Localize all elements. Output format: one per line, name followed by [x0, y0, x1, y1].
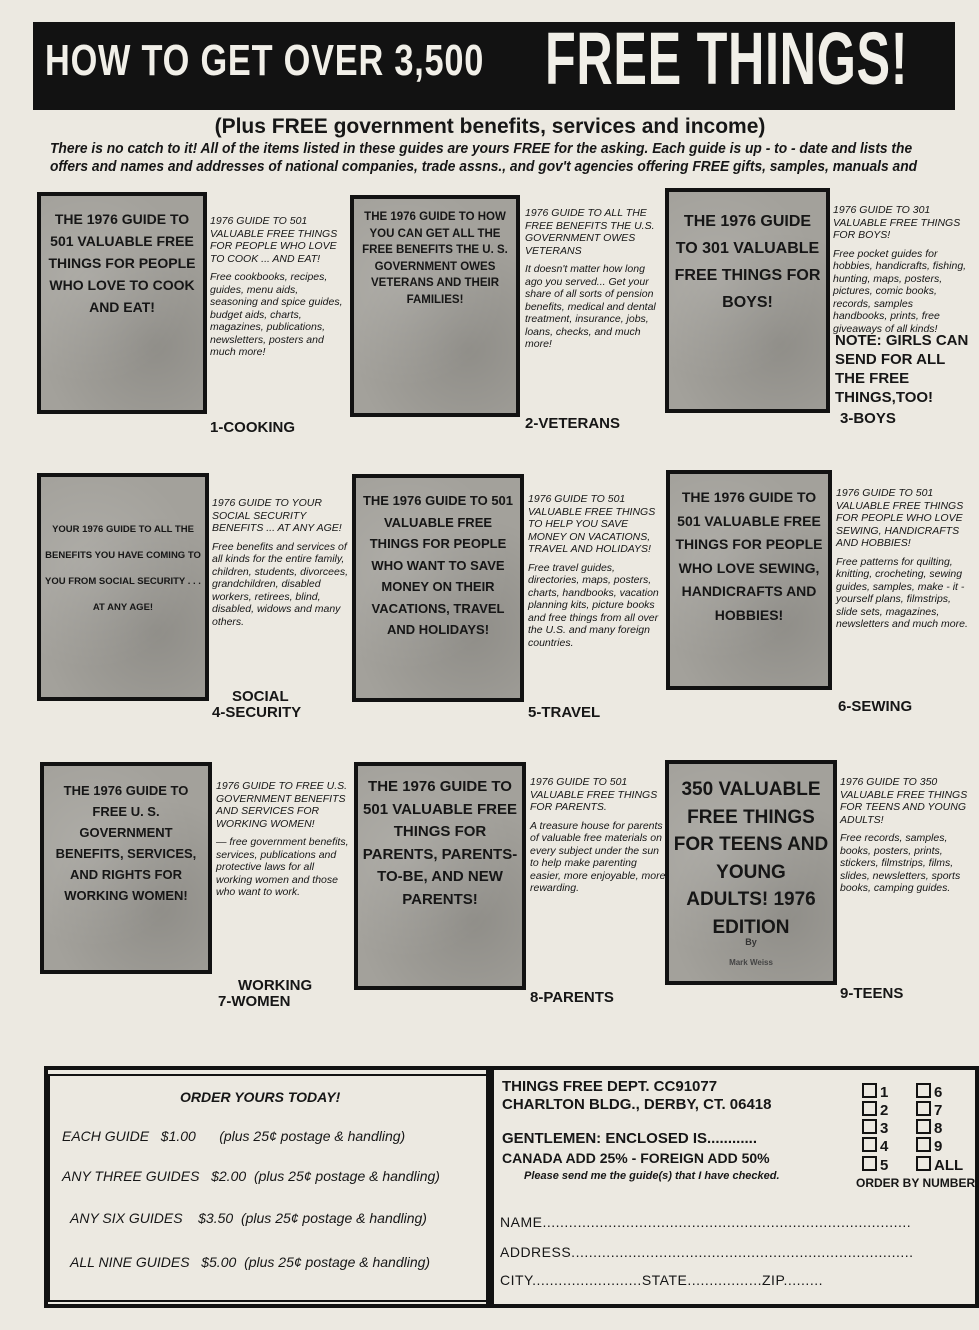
guide-description-boys [833, 204, 969, 335]
checkbox-square[interactable] [916, 1119, 931, 1134]
zip-label[interactable]: ZIP......... [762, 1272, 823, 1288]
checkbox-square[interactable] [916, 1101, 931, 1116]
description-body: A treasure house for parents of valuable free materials on every subject under the sun to help make parenting easier, more enjoyable, more rewarding. [530, 819, 666, 894]
description-body: Free cookbooks, recipes, guides, menu aids, seasoning and spice guides, budget aids, charts, magazines, publications, newsletters, posters and much more! [210, 271, 343, 358]
order-heading: ORDER YOURS TODAY! [180, 1089, 341, 1105]
guide-cover-travel [352, 474, 524, 702]
headline-big: FREE THINGS! [545, 17, 909, 100]
guide-cover-sewing [666, 470, 832, 690]
checkbox-square[interactable] [862, 1156, 877, 1171]
guide-description-cooking [210, 215, 347, 359]
guide-description-women [216, 780, 353, 899]
cover-author: Mark Weiss [729, 958, 773, 967]
city-label[interactable]: CITY......................... [500, 1272, 642, 1288]
order-checkbox-8[interactable] [916, 1119, 942, 1137]
checkbox-square[interactable] [916, 1156, 931, 1171]
guide-label-cooking: 1-COOKING [210, 419, 296, 436]
checkbox-label: 6 [934, 1084, 943, 1101]
guide-label-social-top: SOCIAL [232, 688, 289, 705]
cover-title: THE 1976 GUIDE TO 501 VALUABLE FREE THINGS FOR PEOPLE WHO LOVE TO COOK AND EAT! [48, 211, 196, 315]
guide-label-women-top: WORKING [238, 977, 313, 994]
price-line-each [62, 1128, 405, 1144]
name-field[interactable]: NAME.................................................................................... [500, 1214, 912, 1230]
enclosed-amount: GENTLEMEN: ENCLOSED IS............ [502, 1130, 758, 1147]
description-heading: 1976 GUIDE TO 501 VALUABLE FREE THINGS FOR PARENTS. [530, 776, 658, 813]
description-heading: 1976 GUIDE TO 350 VALUABLE FREE THINGS FOR TEENS AND YOUNG ADULTS! [840, 776, 968, 826]
price-postage: (plus 25¢ postage & handling) [244, 1254, 431, 1270]
guide-label-parents: 8-PARENTS [530, 989, 614, 1006]
guide-label-social-security: 4-SECURITY [212, 704, 302, 721]
price-amount: $3.50 [198, 1210, 234, 1226]
guide-label-sewing: 6-SEWING [838, 698, 913, 715]
order-checkbox-9[interactable] [916, 1137, 942, 1155]
guide-description-travel [528, 493, 666, 649]
guide-description-sewing [836, 487, 972, 631]
intro-line-2: offers and names and addresses of national companies, trade assns., and gov't agencies offering FREE gifts, samples, manuals and [50, 158, 918, 175]
description-body: Free benefits and services of all kinds for the entire family, children, students, divorcees, grandchildren, disabled workers, retirees, blind, disabled, widows and many others. [212, 540, 348, 628]
order-checkbox-7[interactable] [916, 1101, 942, 1119]
guide-description-teens [840, 776, 976, 895]
cover-title: THE 1976 GUIDE TO 501 VALUABLE FREE THINGS FOR PARENTS, PARENTS-TO-BE, AND NEW PARENTS! [362, 778, 518, 908]
guide-description-parents [530, 776, 668, 895]
checkbox-square[interactable] [862, 1137, 877, 1152]
headline-small: HOW TO GET OVER 3,500 [45, 36, 485, 85]
guide-cover-cooking [37, 192, 207, 414]
description-body: Free records, samples, books, posters, prints, stickers, filmstrips, films, slides, newsletters, sports books, camping guides. [840, 832, 961, 894]
guide-description-veterans [525, 207, 663, 351]
description-heading: 1976 GUIDE TO 501 VALUABLE FREE THINGS FOR PEOPLE WHO LOVE TO COOK ... AND EAT! [210, 215, 338, 265]
guide-label-women: 7-WOMEN [218, 993, 291, 1010]
guide-cover-parents [354, 762, 526, 990]
description-body: Free travel guides, directories, maps, posters, charts, handbooks, vacation planning kits, picture books and free things from all over the U.S. and many foreign countries. [528, 561, 659, 649]
address-line-1: THINGS FREE DEPT. CC91077 [502, 1078, 718, 1095]
cover-title: YOUR 1976 GUIDE TO ALL THE BENEFITS YOU HAVE COMING TO YOU FROM SOCIAL SECURITY . . . AT ANY AGE! [45, 524, 201, 613]
guide-label-teens: 9-TEENS [840, 985, 904, 1002]
price-item: EACH GUIDE [62, 1128, 150, 1144]
guide-cover-social-security [37, 473, 209, 701]
intro-text [50, 140, 918, 176]
description-body: Free pocket guides for hobbies, handicrafts, fishing, hunting, maps, posters, pictures, comic books, records, samples handbooks, prints, free giveaways of all kinds! [833, 247, 967, 335]
canada-foreign-note: CANADA ADD 25% - FOREIGN ADD 50% [502, 1150, 770, 1166]
checkbox-square[interactable] [862, 1119, 877, 1134]
checkbox-label: 2 [880, 1102, 889, 1119]
order-checkbox-3[interactable] [862, 1119, 888, 1137]
cover-byline: By [745, 937, 757, 947]
checkbox-label: 4 [880, 1138, 889, 1155]
price-amount: $2.00 [211, 1168, 247, 1184]
order-checkbox-4[interactable] [862, 1137, 888, 1155]
description-heading: 1976 GUIDE TO YOUR SOCIAL SECURITY BENEFITS ... AT ANY AGE! [212, 497, 342, 534]
description-heading: 1976 GUIDE TO 501 VALUABLE FREE THINGS TO HELP YOU SAVE MONEY ON VACATIONS, TRAVEL AND HOLIDAYS! [528, 493, 656, 555]
guide-cover-boys [665, 188, 830, 413]
order-checkbox-1[interactable] [862, 1083, 888, 1101]
checkbox-square[interactable] [916, 1083, 931, 1098]
checkbox-label: 7 [934, 1102, 943, 1119]
checkbox-square[interactable] [916, 1137, 931, 1152]
price-line-three [62, 1168, 440, 1184]
checkbox-square[interactable] [862, 1101, 877, 1116]
guide-label-veterans: 2-VETERANS [525, 415, 621, 432]
guide-cover-teens [665, 760, 837, 985]
order-checkbox-2[interactable] [862, 1101, 888, 1119]
cover-title: THE 1976 GUIDE TO HOW YOU CAN GET ALL THE FREE BENEFITS THE U. S. GOVERNMENT OWES VETERANS AND THEIR FAMILIES! [362, 211, 508, 306]
order-by-number: ORDER BY NUMBER [856, 1176, 976, 1190]
guide-label-boys: 3-BOYS [840, 410, 896, 427]
description-heading: 1976 GUIDE TO ALL THE FREE BENEFITS THE U.S. GOVERNMENT OWES VETERANS [525, 207, 655, 257]
checkbox-label: 5 [880, 1157, 889, 1174]
girls-note: NOTE: GIRLS CAN SEND FOR ALL THE FREE THINGS,TOO! [835, 332, 969, 406]
cover-title: THE 1976 GUIDE TO 501 VALUABLE FREE THINGS FOR PEOPLE WHO WANT TO SAVE MONEY ON THEIR VACATIONS, TRAVEL AND HOLIDAYS! [362, 493, 514, 637]
description-heading: 1976 GUIDE TO 501 VALUABLE FREE THINGS FOR PEOPLE WHO LOVE SEWING, HANDICRAFTS AND HOBBIES! [836, 487, 964, 549]
checkbox-label: 9 [934, 1138, 943, 1155]
cover-title: THE 1976 GUIDE TO 301 VALUABLE FREE THINGS FOR BOYS! [674, 213, 821, 311]
price-item: ANY THREE GUIDES [62, 1168, 200, 1184]
price-item: ALL NINE GUIDES [70, 1254, 190, 1270]
price-item: ANY SIX GUIDES [70, 1210, 183, 1226]
cover-title: THE 1976 GUIDE TO FREE U. S. GOVERNMENT BENEFITS, SERVICES, AND RIGHTS FOR WORKING WOMEN! [55, 783, 197, 903]
checkbox-label: 8 [934, 1120, 943, 1137]
description-body: — free government benefits, services, publications and protective laws for all working women and those who want to work. [216, 836, 349, 898]
checkbox-label: 3 [880, 1120, 889, 1137]
address-line-2: CHARLTON BLDG., DERBY, CT. 06418 [502, 1096, 772, 1113]
guide-cover-veterans [350, 195, 520, 417]
intro-line-1: There is no catch to it! All of the items listed in these guides are yours FREE for the asking. Each guide is up - to - date and lists the [50, 140, 913, 157]
guide-cover-women [40, 762, 212, 974]
price-line-six [70, 1210, 427, 1226]
cover-title: THE 1976 GUIDE TO 501 VALUABLE FREE THINGS FOR PEOPLE WHO LOVE SEWING, HANDICRAFTS AND HOBBIES! [675, 489, 823, 623]
description-heading: 1976 GUIDE TO 301 VALUABLE FREE THINGS FOR BOYS! [833, 204, 961, 241]
guide-label-travel: 5-TRAVEL [528, 704, 601, 721]
price-amount: $5.00 [201, 1254, 237, 1270]
price-postage: (plus 25¢ postage & handling) [240, 1210, 427, 1226]
guide-description-social-security [212, 497, 349, 628]
coupon-divider [486, 1066, 494, 1308]
price-postage: (plus 25¢ postage & handling) [219, 1128, 406, 1144]
price-amount: $1.00 [160, 1128, 196, 1144]
order-checkbox-6[interactable] [916, 1083, 942, 1101]
checkbox-label: 1 [880, 1084, 889, 1101]
checkbox-square[interactable] [862, 1083, 877, 1098]
order-checkbox-all[interactable] [916, 1156, 963, 1174]
city-field[interactable] [500, 1272, 970, 1288]
description-body: Free patterns for quilting, knitting, crocheting, sewing guides, samples, make - it - yourself plans, filmstrips, slide sets, magazines, newsletters and much more. [836, 555, 968, 630]
order-checkbox-5[interactable] [862, 1156, 888, 1174]
checkbox-label: ALL [934, 1157, 964, 1174]
description-heading: 1976 GUIDE TO FREE U.S. GOVERNMENT BENEFITS AND SERVICES FOR WORKING WOMEN! [216, 780, 348, 830]
address-field[interactable]: ADDRESS.............................................................................. [500, 1244, 914, 1260]
cover-title: 350 VALUABLE FREE THINGS FOR TEENS AND YOUNG ADULTS! 1976 EDITION [673, 779, 829, 938]
subtitle: (Plus FREE government benefits, services and income) [214, 115, 766, 138]
price-postage: (plus 25¢ postage & handling) [253, 1168, 440, 1184]
state-label[interactable]: STATE................. [641, 1272, 762, 1288]
description-body: It doesn't matter how long ago you served... Get your share of all sorts of pension benefits, medical and dental treatment, insurance, jobs, loans, checks, and much more! [525, 263, 656, 350]
price-line-nine [70, 1254, 430, 1270]
please-send-note: Please send me the guide(s) that I have checked. [524, 1170, 780, 1182]
